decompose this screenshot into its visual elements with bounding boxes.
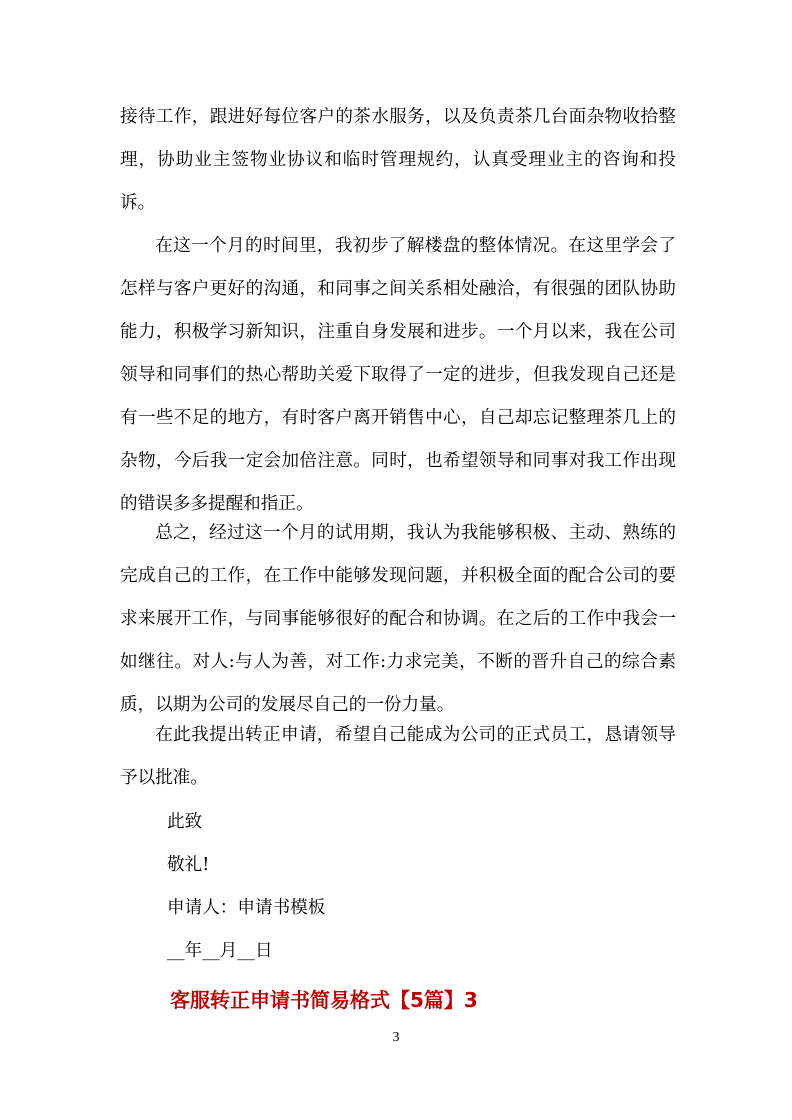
paragraph-reception-duties: 接待工作，跟进好每位客户的茶水服务，以及负责茶几台面杂物收拾整理，协助业主签物业协议和临时管理规约，认真受理业主的咨询和投诉。 — [120, 107, 676, 213]
paragraph-first-month-summary: 在这一个月的时间里，我初步了解楼盘的整体情况。在这里学会了怎样与客户更好的沟通，和同事之间关系相处融洽，有很强的团队协助能力，积极学习新知识，注重自身发展和进步。一个月以来，我在公司领导和同事们的热心帮助关爱下取得了一定的进步，但我发现自己还是有一些不足的地方，有时客户离开销售中心，自己却忘记整理茶几上的杂物，今后我一定会加倍注意。同时，也希望领导和同事对我工作出现的错误多多提醒和指正。 — [120, 236, 676, 514]
paragraph-application-request: 在此我提出转正申请，希望自己能成为公司的正式员工，恳请领导予以批准。 — [120, 725, 676, 788]
closing-regards: 敬礼! — [167, 855, 210, 875]
date-line: __年__月__日 — [167, 941, 273, 961]
paragraph-probation-conclusion: 总之，经过这一个月的试用期，我认为我能够积极、主动、熟练的完成自己的工作，在工作中能够发现问题，并积极全面的配合公司的要求来展开工作，与同事能够很好的配合和协调。在之后的工作中我会一如继往。对人:与人为善，对工作:力求完美，不断的晋升自己的综合素质，以期为公司的发展尽自己的一份力量。 — [120, 523, 676, 715]
next-section-title: 客服转正申请书简易格式【5篇】3 — [170, 988, 478, 1012]
closing-salutation: 此致 — [167, 812, 203, 832]
applicant-line: 申请人：申请书模板 — [167, 898, 326, 918]
page-number: 3 — [392, 1030, 400, 1045]
